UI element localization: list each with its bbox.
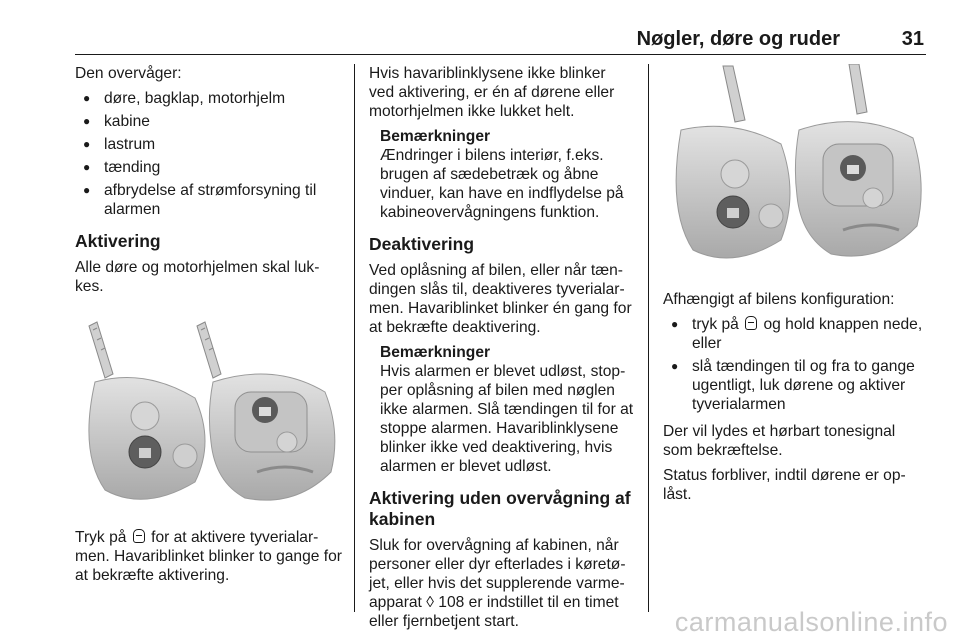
note-1 bbox=[380, 127, 634, 222]
list-item: ● slå tændingen til og fra to gange ugentligt, luk dørene og aktiver tyverialarmen bbox=[663, 357, 927, 414]
note-title: Bemærkninger bbox=[380, 128, 491, 145]
deactivation-text: Ved oplåsning af bilen, eller når tæn-dingen slås til, deaktiveres tyverialar-men. Havariblinket blinker én gang for at bekræfte deaktivering. bbox=[369, 262, 632, 336]
list-item: ● afbrydelse af strømforsyning til alarmen bbox=[75, 181, 343, 219]
note-title: Bemærkninger bbox=[380, 344, 491, 361]
key-fobs-figure-right bbox=[663, 64, 927, 278]
list-item bbox=[663, 315, 927, 353]
monitor-intro: Den overvåger: bbox=[75, 65, 182, 82]
list-item: ● tænding bbox=[75, 158, 343, 177]
lock-button-icon bbox=[133, 529, 145, 543]
page-ref-arrow-icon: ◊ bbox=[426, 594, 434, 611]
tone-text: Der vil lydes et hørbart tonesignal som bekræftelse. bbox=[663, 423, 896, 459]
section-title: Nøgler, døre og ruder bbox=[636, 28, 840, 50]
column-1 bbox=[75, 64, 343, 302]
monitor-list bbox=[75, 89, 343, 219]
nomonitor-text-end: er indstillet til en timet eller fjernbetjent start. bbox=[369, 594, 619, 630]
column-2 bbox=[369, 64, 634, 637]
status-text: Status forbliver, indtil dørene er op-låst. bbox=[663, 467, 906, 503]
note-text: Hvis alarmen er blevet udløst, stop-per oplåsning af bilen med nøglen ikke alarmen. Slå tændingen til for at stoppe alarmen. Havariblinklysene blinker ikke ved deaktivering, hvis alarmen er blevet udløst. bbox=[380, 363, 634, 475]
note-2 bbox=[380, 343, 634, 476]
page-number: 31 bbox=[901, 28, 924, 50]
list-item: ● døre, bagklap, motorhjelm bbox=[75, 89, 343, 108]
heading-deactivation: Deaktivering bbox=[369, 234, 475, 254]
caption-suffix: for at aktivere tyverialar-men. Havariblinket blinker to gange for at bekræfte aktivering. bbox=[75, 529, 342, 584]
list-item-text: tryk på bbox=[692, 316, 739, 333]
page-ref-link[interactable]: 108 bbox=[438, 594, 465, 611]
activation-text: Alle døre og motorhjelmen skal luk-kes. bbox=[75, 259, 320, 295]
hazard-text: Hvis havariblinklysene ikke blinker ved aktivering, er én af dørene eller motorhjelmen ikke lukket helt. bbox=[369, 65, 615, 120]
watermark: carmanualsonline.info bbox=[674, 607, 948, 637]
activation-caption bbox=[75, 528, 343, 591]
lock-button-icon bbox=[745, 316, 757, 330]
note-text: Ændringer i bilens interiør, f.eks. brugen af sædebetræk og åbne vinduer, kan have en indflydelse på kabineovervågningens funktion. bbox=[380, 147, 624, 221]
list-item-text: og hold knappen nede, eller bbox=[692, 316, 923, 352]
config-intro: Afhængigt af bilens konfiguration: bbox=[663, 291, 895, 308]
column-divider-1 bbox=[354, 64, 355, 612]
nomonitor-text: Sluk for overvågning af kabinen, når personer eller dyr efterlades i køretø-jet, eller hvis det supplerende varme-apparat bbox=[369, 537, 626, 611]
caption-prefix: Tryk på bbox=[75, 529, 127, 546]
list-item: ● lastrum bbox=[75, 135, 343, 154]
heading-activation: Aktivering bbox=[75, 231, 161, 251]
column-3 bbox=[663, 290, 927, 510]
column-divider-2 bbox=[648, 64, 649, 612]
key-fobs-figure-left bbox=[75, 312, 341, 517]
heading-activation-without-monitoring: Aktivering uden overvågning af kabinen bbox=[369, 488, 631, 529]
page-header bbox=[75, 26, 926, 55]
list-item: ● kabine bbox=[75, 112, 343, 131]
config-list bbox=[663, 315, 927, 414]
